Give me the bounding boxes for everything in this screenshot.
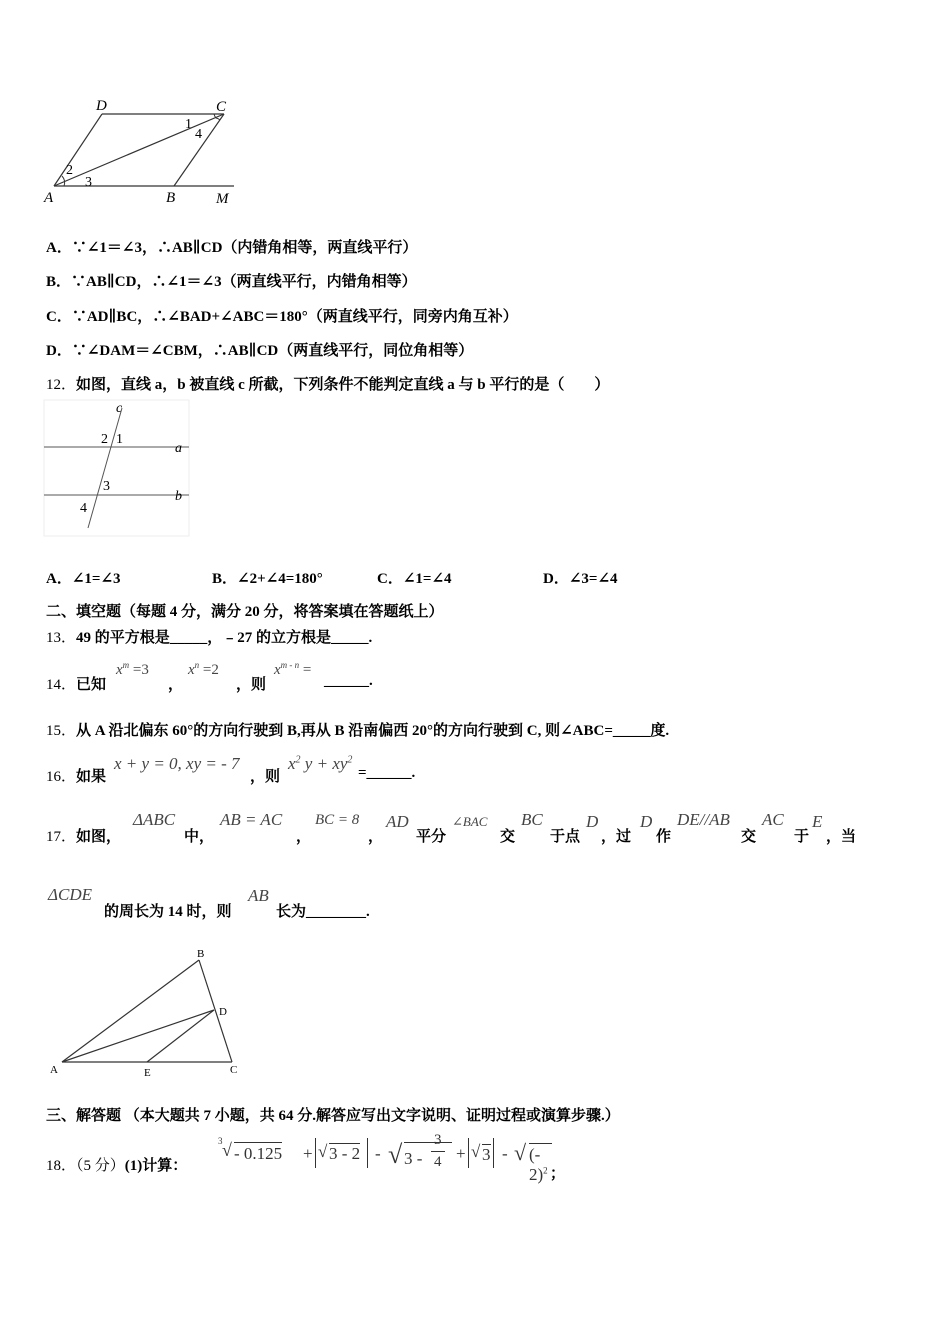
radical-icon: √ [222, 1140, 232, 1160]
q18-text: (1)计算： [124, 1158, 188, 1174]
question-text: 49 的平方根是_____，﹣27 的立方根是_____. [76, 630, 373, 646]
eq: =2 [202, 662, 219, 678]
q17-triangle-cde: ΔCDE [48, 885, 92, 904]
q17-e: E [812, 812, 823, 831]
abs-text: 3 - 2 [329, 1144, 361, 1163]
q14-expr-1 [116, 660, 149, 679]
q11-option-d: D．∵∠DAM＝∠CBM，∴AB∥CD（两直线平行，同位角相等） [46, 343, 474, 359]
var: y + xy [300, 754, 348, 773]
q16-text: 如果 [76, 769, 107, 785]
q17-text: 交 [741, 829, 757, 845]
eq: = [302, 662, 312, 678]
question-number: 12． [46, 377, 77, 393]
q17-text: 于点 [550, 829, 581, 845]
angle-label-2: 2 [101, 432, 108, 447]
q17-bc-eq-8: BC = 8 [315, 812, 360, 828]
exp: n [194, 660, 200, 670]
radical-icon: √ [318, 1142, 328, 1161]
line-AD [62, 1010, 214, 1062]
exp: 2 [543, 1165, 548, 1176]
question-number: 18． [46, 1158, 77, 1174]
q17-text: 如图， [76, 829, 122, 845]
q14-then: ，则 [236, 677, 267, 693]
q15 [46, 719, 669, 740]
q18-end: ； [550, 1166, 566, 1182]
q17-text: 作 [656, 829, 672, 845]
operator: - [375, 1144, 381, 1163]
angle-label-2: 2 [66, 163, 73, 178]
q17-text: ， [296, 829, 312, 845]
label-C: C [216, 99, 227, 115]
exp: m - n [280, 660, 300, 670]
q17-text: 于 [794, 829, 810, 845]
abs-bar [367, 1138, 368, 1168]
q14-sep: ， [168, 677, 184, 693]
label-E: E [144, 1067, 151, 1079]
angle-arc [216, 118, 220, 120]
q17-text: 平分 [416, 829, 447, 845]
abs-bar [315, 1138, 316, 1168]
exp: 2 [347, 754, 353, 766]
exp: m [122, 660, 130, 670]
question-number: 13． [46, 630, 77, 646]
label-A: A [50, 1064, 58, 1076]
label-c: c [116, 401, 123, 416]
var: x [188, 662, 195, 678]
q17-de-parallel-ab: DE//AB [677, 810, 730, 829]
radical-icon: √ [514, 1140, 527, 1165]
angle-label-1: 1 [116, 432, 123, 447]
q16-condition: x + y = 0, xy = - 7 [114, 754, 240, 773]
question-text: 如图，直线 a，b 被直线 c 所截，下列条件不能判定直线 a 与 b 平行的是（ ） [76, 377, 610, 393]
q17-text: 的周长为 14 时，则 [104, 904, 232, 920]
score: （5 分） [76, 1158, 125, 1174]
abs-bar [493, 1138, 494, 1168]
radicand: - 0.125 [234, 1144, 283, 1163]
label-b: b [175, 489, 182, 504]
q17-text: 中， [184, 829, 215, 845]
operator: + [303, 1144, 313, 1163]
line-DE [147, 1010, 214, 1062]
question-number: 15． [46, 723, 77, 739]
q12-option-d: D．∠3=∠4 [543, 571, 618, 587]
label-D: D [219, 1006, 227, 1018]
angle-label-4: 4 [80, 501, 87, 516]
exp: 2 [295, 754, 301, 766]
section-3-heading: 三、解答题 （本大题共 7 小题，共 64 分.解答应写出文字说明、证明过程或演算步骤.） [46, 1108, 620, 1124]
q14-text: 已知 [76, 677, 107, 693]
fraction-bar [431, 1151, 445, 1152]
radical-icon: √ [471, 1142, 481, 1161]
radical-icon: √ [388, 1140, 403, 1169]
transversal-figure [44, 400, 189, 540]
line-AB [62, 960, 199, 1062]
var: x [274, 662, 281, 678]
q17-prefix [46, 825, 121, 846]
q17-text: 交 [500, 829, 516, 845]
q12-option-b: B．∠2+∠4=180° [212, 571, 323, 587]
question-number: 17． [46, 829, 77, 845]
label-C: C [230, 1064, 238, 1076]
angle-label-4: 4 [195, 127, 202, 142]
fraction-denominator: 4 [434, 1154, 442, 1170]
angle-arc [62, 176, 65, 186]
q16-prefix [46, 765, 106, 786]
label-A: A [44, 190, 54, 206]
q17-triangle-abc: ΔABC [133, 810, 176, 829]
q11-option-c: C．∵AD∥BC，∴∠BAD+∠ABC＝180°（两直线平行，同旁内角互补） [46, 309, 518, 325]
q17-text: ，当 [826, 829, 857, 845]
label-a: a [175, 441, 182, 456]
q14-expr-2 [188, 660, 219, 679]
q12-option-c: C．∠1=∠4 [377, 571, 452, 587]
root-index: 3 [218, 1136, 223, 1146]
abs-text: 3 [482, 1145, 491, 1164]
q16-blank: =______. [358, 765, 416, 781]
q12-stem [46, 373, 609, 394]
abs-content [329, 1144, 360, 1164]
q16-expression [288, 754, 352, 774]
q14-blank: ______. [324, 673, 373, 689]
var: x [116, 662, 123, 678]
q17-text: ， [368, 829, 384, 845]
q17-blank: 长为________. [276, 904, 370, 920]
q13 [46, 626, 372, 647]
q14-prefix [46, 673, 106, 694]
question-text: 从 A 沿北偏东 60°的方向行驶到 B,再从 B 沿南偏西 20°的方向行驶到 C, 则∠ABC=_____度. [76, 723, 670, 739]
q12-option-a: A．∠1=∠3 [46, 571, 121, 587]
line-c [88, 408, 122, 528]
q17-d2: D [640, 812, 653, 831]
q16-then: ，则 [250, 769, 281, 785]
q17-d: D [586, 812, 599, 831]
q18-prefix [46, 1154, 187, 1175]
parallelogram-figure [44, 96, 244, 211]
q17-ad: AD [386, 812, 409, 831]
label-B: B [197, 948, 205, 960]
line-BC [199, 960, 232, 1062]
q17-ac: AC [762, 810, 784, 829]
question-number: 16． [46, 769, 77, 785]
label-D: D [96, 98, 107, 114]
triangle-figure [44, 944, 254, 1084]
q17-ab2: AB [248, 886, 269, 905]
section-2-heading: 二、填空题（每题 4 分，满分 20 分，将答案填在答题纸上） [46, 604, 444, 620]
q14-expr-3 [274, 660, 311, 679]
q17-ab-eq-ac: AB = AC [220, 810, 283, 829]
q11-option-b: B．∵AB∥CD，∴∠1＝∠3（两直线平行，内错角相等） [46, 274, 417, 290]
radical-bar [404, 1142, 452, 1143]
radicand [529, 1143, 552, 1185]
q17-text: ，过 [601, 829, 632, 845]
q18-formula [216, 1132, 552, 1184]
angle-label-1: 1 [185, 117, 192, 132]
abs-bar [468, 1138, 469, 1168]
operator: - [502, 1144, 508, 1163]
operator: + [456, 1144, 466, 1163]
label-B: B [166, 190, 176, 206]
angle-label-3: 3 [103, 479, 110, 494]
label-M: M [216, 191, 229, 207]
question-number: 14． [46, 677, 77, 693]
q11-option-a: A．∵∠1＝∠3，∴AB∥CD（内错角相等，两直线平行） [46, 240, 418, 256]
fraction-numerator: 3 [434, 1132, 442, 1148]
q17-bc: BC [521, 810, 543, 829]
angle-label-3: 3 [85, 175, 92, 190]
var: x [288, 754, 296, 773]
radicand-text: (- 2) [529, 1145, 544, 1184]
q17-angle-bac: ∠BAC [452, 814, 488, 829]
radicand: 3 - [404, 1149, 423, 1168]
eq: =3 [132, 662, 149, 678]
